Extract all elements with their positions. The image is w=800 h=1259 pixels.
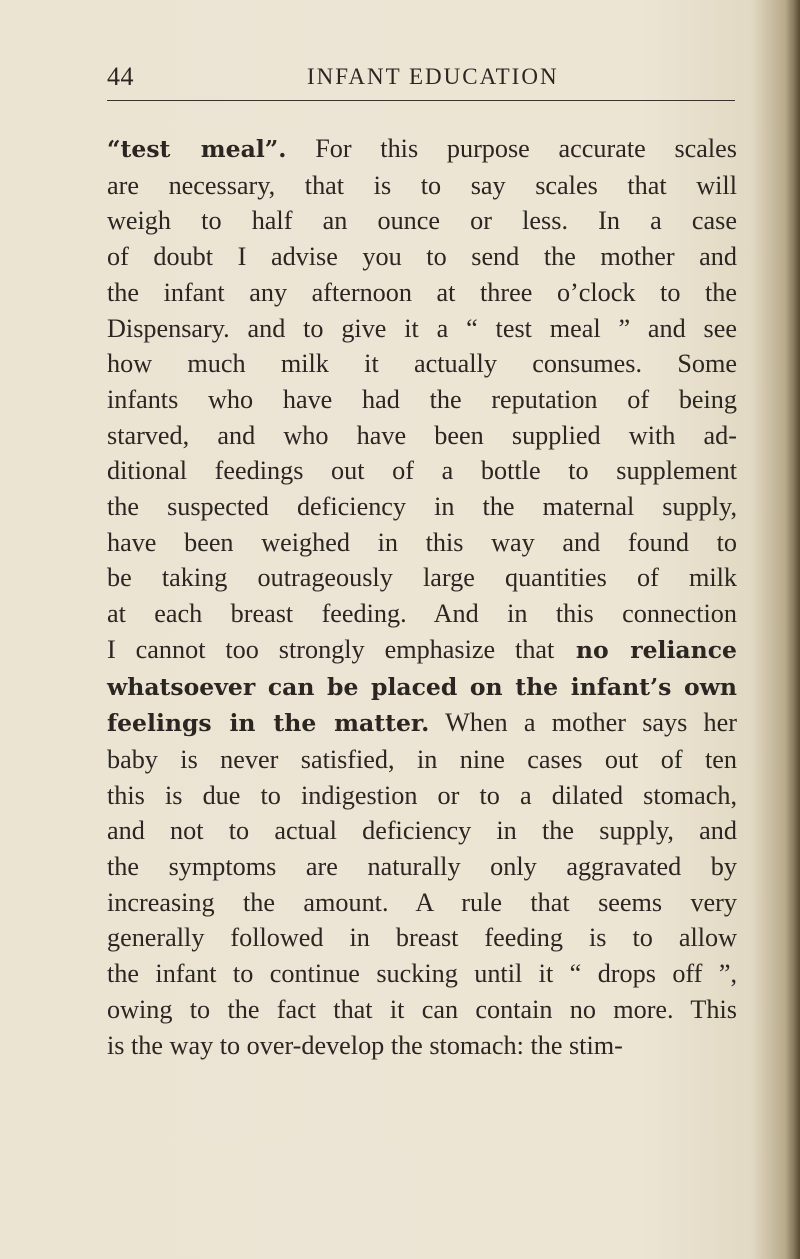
text-line: owing to the fact that it can contain no more. This xyxy=(107,994,737,1024)
text-line: infants who have had the reputation of being xyxy=(107,384,737,414)
header-rule xyxy=(107,100,735,101)
text-line: starved, and who have been supplied with ad- xyxy=(107,420,737,450)
text-line: generally followed in breast feeding is to allow xyxy=(107,923,737,953)
text-line: the symptoms are naturally only aggravated by xyxy=(107,852,737,882)
running-head: INFANT EDUCATION xyxy=(307,64,559,89)
text-line: be taking outrageously large quantities of milk xyxy=(107,563,737,593)
text-line: at each breast feeding. And in this connection xyxy=(107,599,737,629)
line-text: I cannot too strongly emphasize that xyxy=(107,634,555,664)
text-line: weigh to half an ounce or less. In a case xyxy=(107,206,737,236)
text-line: the infant any afternoon at three o’clock to the xyxy=(107,277,737,307)
body-paragraph xyxy=(107,131,737,1063)
page-number: 44 xyxy=(107,62,134,91)
text-line: increasing the amount. A rule that seems very xyxy=(107,887,737,917)
text-line xyxy=(107,705,737,742)
text-line: of doubt I advise you to send the mother and xyxy=(107,242,737,272)
text-line: the suspected deficiency in the maternal supply, xyxy=(107,492,737,522)
bold-phrase: no reliance xyxy=(554,635,737,664)
text-line: have been weighed in this way and found to xyxy=(107,527,737,557)
page-edge-shadow xyxy=(786,0,800,1259)
bold-phrase: feelings in the matter. xyxy=(107,709,430,738)
bold-phrase: whatsoever can be placed on the infant’s own xyxy=(107,672,737,701)
text-line: how much milk it actually consumes. Some xyxy=(107,349,737,379)
page-header xyxy=(107,62,735,102)
line-text: When a mother says her xyxy=(429,708,737,738)
text-line: ditional feedings out of a bottle to supplement xyxy=(107,456,737,486)
text-line: and not to actual deficiency in the supply, and xyxy=(107,816,737,846)
text-line: baby is never satisfied, in nine cases out of ten xyxy=(107,744,737,774)
line-text: For this purpose accurate scales xyxy=(286,134,737,163)
text-line: Dispensary. and to give it a “ test meal ” and see xyxy=(107,313,737,343)
text-line: are necessary, that is to say scales that will xyxy=(107,170,737,200)
text-line xyxy=(107,669,737,706)
text-line xyxy=(107,131,737,168)
text-line xyxy=(107,632,737,669)
text-line: is the way to over-develop the stomach: the stim- xyxy=(107,1030,623,1060)
text-line: the infant to continue sucking until it “ drops off ”, xyxy=(107,959,737,989)
text-line: this is due to indigestion or to a dilated stomach, xyxy=(107,780,737,810)
bold-phrase: “test meal”. xyxy=(107,135,287,163)
